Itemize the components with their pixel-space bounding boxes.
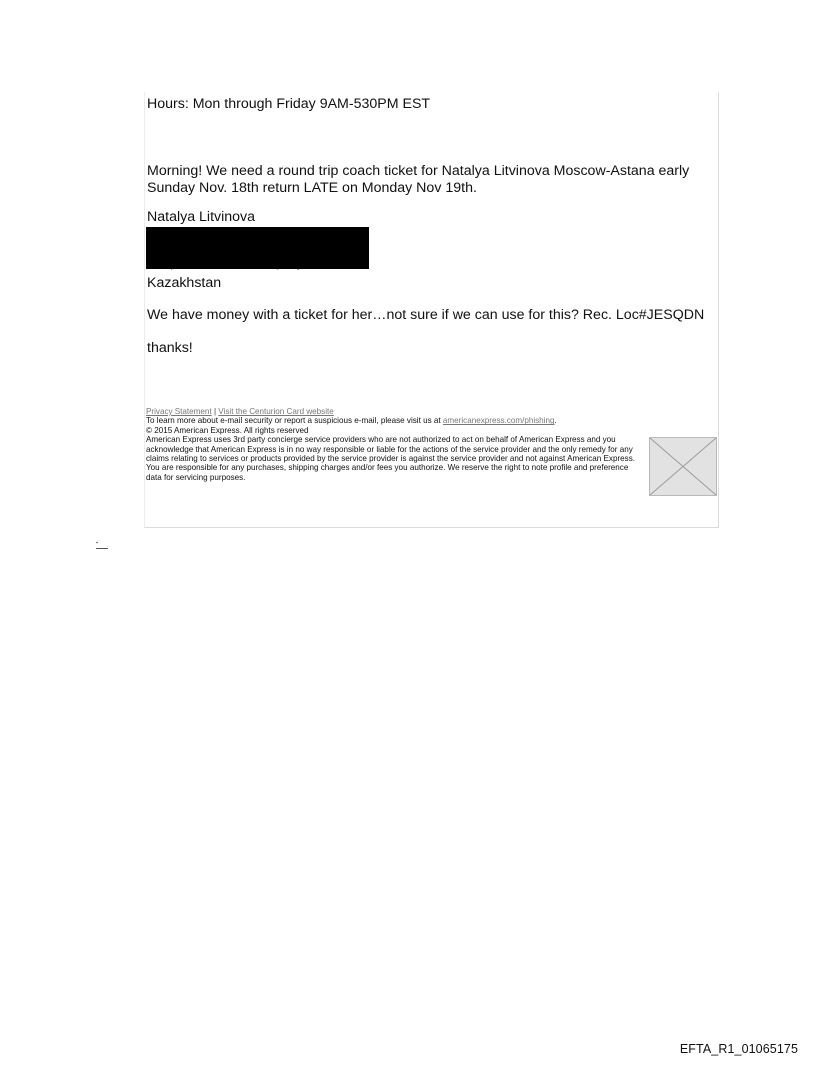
document-id: EFTA_R1_01065175: [679, 1042, 798, 1056]
privacy-statement-link[interactable]: Privacy Statement: [146, 407, 212, 416]
image-placeholder: [649, 437, 717, 496]
centurion-card-link[interactable]: Visit the Centurion Card website: [218, 407, 334, 416]
email-footer: [146, 407, 646, 482]
country-text: Kazakhstan: [147, 275, 222, 291]
link-separator: |: [213, 407, 217, 416]
copyright-text: © 2015 American Express. All rights reserved: [146, 425, 309, 435]
phishing-link[interactable]: americanexpress.com/phishing: [442, 416, 555, 426]
money-note: We have money with a ticket for her…not sure if we can use for this? Rec. Loc#JESQDN: [147, 307, 705, 323]
security-notice: [146, 416, 646, 425]
security-text: To learn more about e-mail security or report a suspicious e-mail, please visit us at: [146, 416, 443, 426]
stray-mark-icon: [95, 541, 109, 550]
request-message: Morning! We need a round trip coach ticket for Natalya Litvinova Moscow-Astana early Sunday Nov. 18th return LATE on Monday Nov 19th.: [147, 163, 690, 196]
footer-links: [146, 407, 646, 416]
security-end: .: [554, 416, 557, 426]
closing-text: thanks!: [147, 340, 193, 356]
hours-text: Hours: Mon through Friday 9AM-530PM EST: [147, 96, 431, 112]
disclaimer-text: American Express uses 3rd party concierge service providers who are not authorized to act on behalf of American Express and you acknowledge that American Express is in no way responsible or liable for the actions of the service provider and the only remedy for any claims relating to services or products provided by the service provider is against the service provider and not against American Express. You are responsible for any purchases, shipping charges and/or fees you authorize. We reserve the right to note profile and preference data for servicing purposes.: [146, 435, 636, 482]
passenger-name: Natalya Litvinova: [147, 209, 256, 225]
redaction-bar: [146, 227, 369, 269]
broken-image-icon: [650, 438, 716, 495]
